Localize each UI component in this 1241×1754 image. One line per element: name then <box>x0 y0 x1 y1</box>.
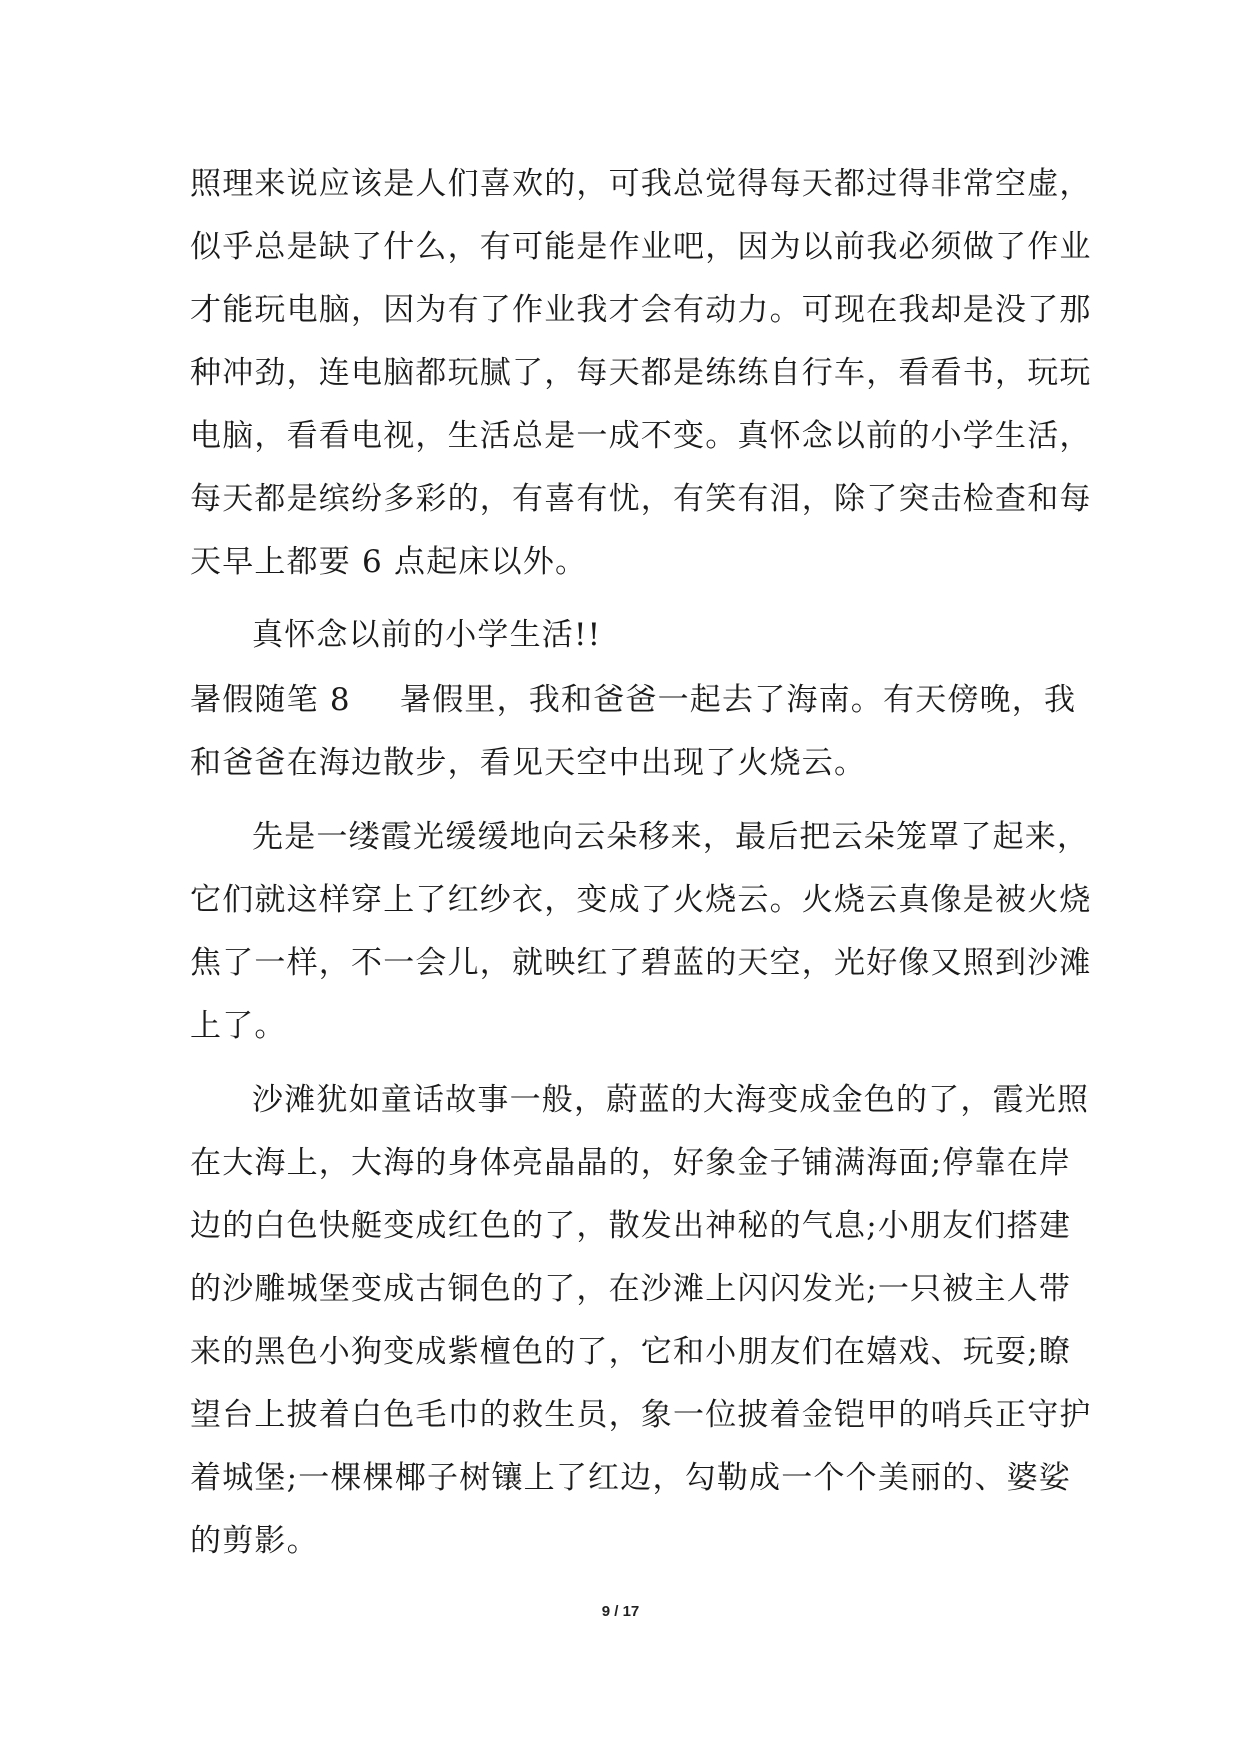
text-line: 边的白色快艇变成红色的了，散发出神秘的气息;小朋友们搭建 <box>190 1208 1072 1244</box>
text-line: 来的黑色小狗变成紫檀色的了，它和小朋友们在嬉戏、玩耍;瞭 <box>190 1334 1072 1370</box>
text-line: 着城堡;一棵棵椰子树镶上了红边，勾勒成一个个美丽的、婆娑 <box>190 1460 1072 1496</box>
text-line: 每天都是缤纷多彩的，有喜有忧，有笑有泪，除了突击检查和每 <box>190 481 1092 517</box>
text-line: 真怀念以前的小学生活!! <box>252 617 602 653</box>
section-title: 暑假随笔 8 <box>190 682 351 718</box>
text-line: 似乎总是缺了什么，有可能是作业吧，因为以前我必须做了作业 <box>190 229 1092 265</box>
text-line: 在大海上，大海的身体亮晶晶的，好象金子铺满海面;停靠在岸 <box>190 1145 1072 1181</box>
text-line: 沙滩犹如童话故事一般，蔚蓝的大海变成金色的了，霞光照 <box>252 1082 1090 1118</box>
text-line: 天早上都要 6 点起床以外。 <box>190 544 588 580</box>
text-line: 和爸爸在海边散步，看见天空中出现了火烧云。 <box>190 745 867 781</box>
text-line: 才能玩电脑，因为有了作业我才会有动力。可现在我却是没了那 <box>190 292 1092 328</box>
text-line: 照理来说应该是人们喜欢的，可我总觉得每天都过得非常空虚， <box>190 166 1092 202</box>
text-line: 先是一缕霞光缓缓地向云朵移来，最后把云朵笼罩了起来， <box>252 819 1090 855</box>
text-line: 暑假里，我和爸爸一起去了海南。有天傍晚，我 <box>400 682 1077 718</box>
text-line: 焦了一样，不一会儿，就映红了碧蓝的天空，光好像又照到沙滩 <box>190 945 1092 981</box>
text-line: 的剪影。 <box>190 1523 319 1559</box>
text-line: 的沙雕城堡变成古铜色的了，在沙滩上闪闪发光;一只被主人带 <box>190 1271 1072 1307</box>
text-line: 上了。 <box>190 1008 287 1044</box>
text-line: 望台上披着白色毛巾的救生员，象一位披着金铠甲的哨兵正守护 <box>190 1397 1092 1433</box>
text-line: 它们就这样穿上了红纱衣，变成了火烧云。火烧云真像是被火烧 <box>190 882 1092 918</box>
text-line: 电脑，看看电视，生活总是一成不变。真怀念以前的小学生活， <box>190 418 1092 454</box>
text-line: 种冲劲，连电脑都玩腻了，每天都是练练自行车，看看书，玩玩 <box>190 355 1092 391</box>
page-number: 9 / 17 <box>601 1603 640 1620</box>
